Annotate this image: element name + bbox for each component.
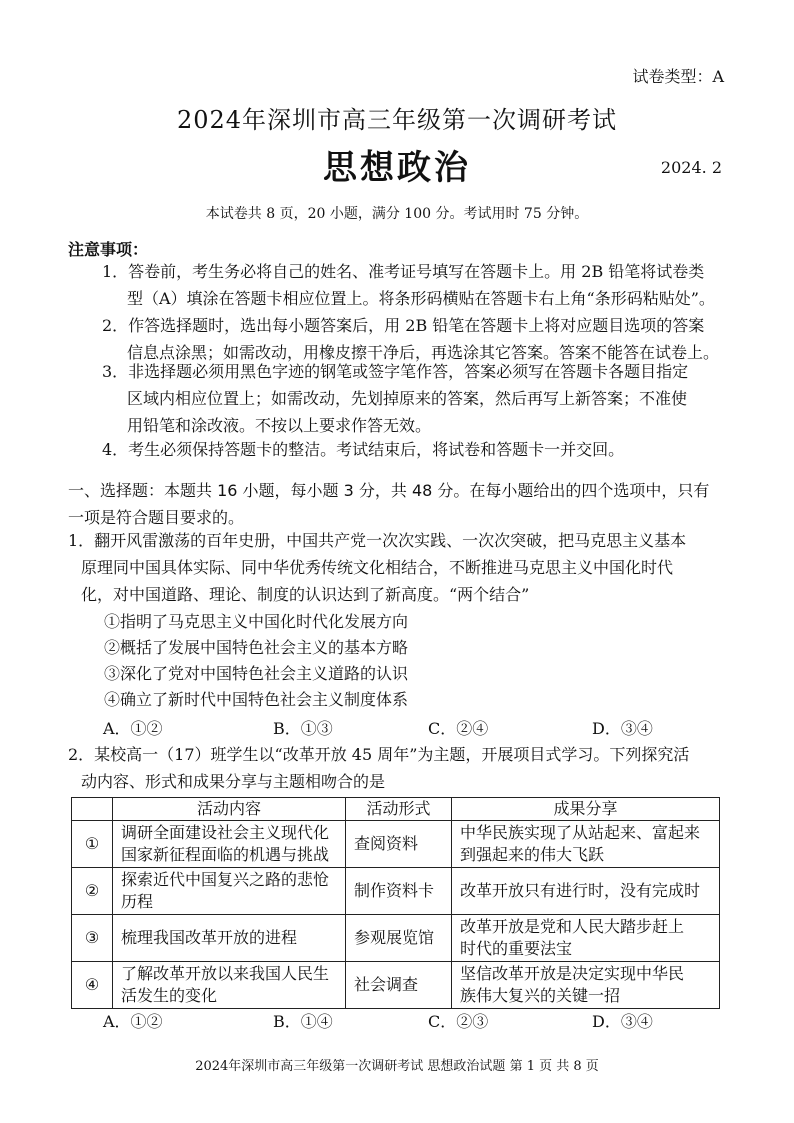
notice-line: 1．答卷前，考生务必将自己的姓名、准考证号填写在答题卡上。用 2B 铅笔将试卷类 [102,262,705,281]
cell-line: 调研全面建设社会主义现代化 [121,823,330,842]
q1-choice-c[interactable]: C．②④ [428,719,489,738]
row-number: ③ [72,915,113,962]
q2-choice-a[interactable]: A．①② [103,1012,163,1031]
question-1-stem [68,527,686,608]
q1-choice-a[interactable]: A．①② [103,719,163,738]
activity-content-cell: 梳理我国改革开放的进程 [113,915,346,962]
section-heading [68,477,709,531]
cell-line: 到强起来的伟大飞跃 [460,845,605,864]
q2-choice-d[interactable]: D．③④ [592,1012,653,1031]
table-row [72,962,720,1009]
statement-4: ④确立了新时代中国特色社会主义制度体系 [104,690,409,709]
cell-line: 活发生的变化 [121,986,218,1005]
notice-line: 区域内相应位置上；如需改动，先划掉原来的答案，然后再写上新答案；不准使 [127,389,688,408]
table-header-cell: 成果分享 [452,798,720,821]
activity-content-cell [113,821,346,868]
row-number: ① [72,821,113,868]
notice-line: 2．作答选择题时，选出每小题答案后，用 2B 铅笔在答题卡上将对应题目选项的答案 [102,316,705,335]
table-row [72,915,720,962]
result-cell [452,821,720,868]
notice-line: 用铅笔和涂改液。不按以上要求作答无效。 [127,416,432,435]
activity-form-cell: 制作资料卡 [346,868,452,915]
exam-title: 2024年深圳市高三年级第一次调研考试 [176,106,618,134]
page-footer: 2024年深圳市高三年级第一次调研考试 思想政治试题 第 1 页 共 8 页 [195,1059,599,1074]
row-number: ② [72,868,113,915]
notice-line: 3．非选择题必须用黑色字迹的钢笔或签字笔作答，答案必须写在答题卡各题目指定 [102,362,689,381]
activity-form-cell: 参观展览馆 [346,915,452,962]
activity-table [71,797,720,1009]
table-row [72,821,720,868]
question-line: 动内容、形式和成果分享与主题相吻合的是 [81,772,386,791]
row-number: ④ [72,962,113,1009]
cell-line: 国家新征程面临的机遇与挑战 [121,845,330,864]
result-cell [452,962,720,1009]
cell-line: 时代的重要法宝 [460,939,573,958]
statement-1: ①指明了马克思主义中国化时代化发展方向 [104,612,409,631]
cell-line: 历程 [121,892,154,911]
section-line: 一、选择题：本题共 16 小题，每小题 3 分，共 48 分。在每小题给出的四个选项中，只有 [68,481,710,500]
cell-line: 探索近代中国复兴之路的悲怆 [121,870,330,889]
cell-line: 中华民族实现了从站起来、富起来 [460,823,701,842]
table-row [72,868,720,915]
notice-line: 信息点涂黑；如需改动，用橡皮擦干净后，再选涂其它答案。答案不能答在试卷上。 [127,343,720,362]
activity-form-cell: 社会调查 [346,962,452,1009]
subject-title: 思想政治 [323,148,471,188]
notice-line: 4．考生必须保持答题卡的整洁。考试结束后，将试卷和答题卡一并交回。 [102,440,625,459]
q2-choice-c[interactable]: C．②③ [428,1012,489,1031]
q2-choice-b[interactable]: B．①④ [273,1012,333,1031]
question-line: 原理同中国具体实际、同中华优秀传统文化相结合，不断推进马克思主义中国化时代 [81,558,674,577]
question-line: 1．翻开风雷激荡的百年史册，中国共产党一次次实践、一次次突破，把马克思主义基本 [68,531,687,550]
q1-choice-b[interactable]: B．①③ [273,719,333,738]
question-line: 化，对中国道路、理论、制度的认识达到了新高度。“两个结合” [81,585,530,604]
table-header-cell: 活动形式 [346,798,452,821]
table-header-cell: 活动内容 [113,798,346,821]
activity-content-cell [113,962,346,1009]
question-2-stem [68,741,689,795]
table-header-cell [72,798,113,821]
notice-line: 型（A）填涂在答题卡相应位置上。将条形码横贴在答题卡右上角“条形码粘贴处”。 [127,289,715,308]
cell-line: 了解改革开放以来我国人民生 [121,964,330,983]
activity-content-cell [113,868,346,915]
section-line: 一项是符合题目要求的。 [68,508,245,527]
cell-line: 族伟大复兴的关键一招 [460,986,621,1005]
cell-line: 坚信改革开放是决定实现中华民 [460,964,685,983]
notice-item-4 [102,436,624,463]
notice-title: 注意事项： [68,240,149,259]
q1-choice-d[interactable]: D．③④ [592,719,653,738]
result-cell: 改革开放只有进行时，没有完成时 [452,868,720,915]
statement-3: ③深化了党对中国特色社会主义道路的认识 [104,664,409,683]
statement-2: ②概括了发展中国特色社会主义的基本方略 [104,638,409,657]
question-line: 2．某校高一（17）班学生以“改革开放 45 周年”为主题，开展项目式学习。下列探究活 [68,745,690,764]
exam-intro: 本试卷共 8 页，20 小题，满分 100 分。考试用时 75 分钟。 [205,206,589,222]
result-cell [452,915,720,962]
notice-item-3 [102,358,688,439]
notice-item-1 [102,258,715,312]
table-header-row [72,798,720,821]
cell-line: 改革开放是党和人民大踏步赶上 [460,917,685,936]
activity-form-cell: 查阅资料 [346,821,452,868]
exam-date: 2024. 2 [660,158,722,177]
paper-type: 试卷类型：A [632,67,724,86]
